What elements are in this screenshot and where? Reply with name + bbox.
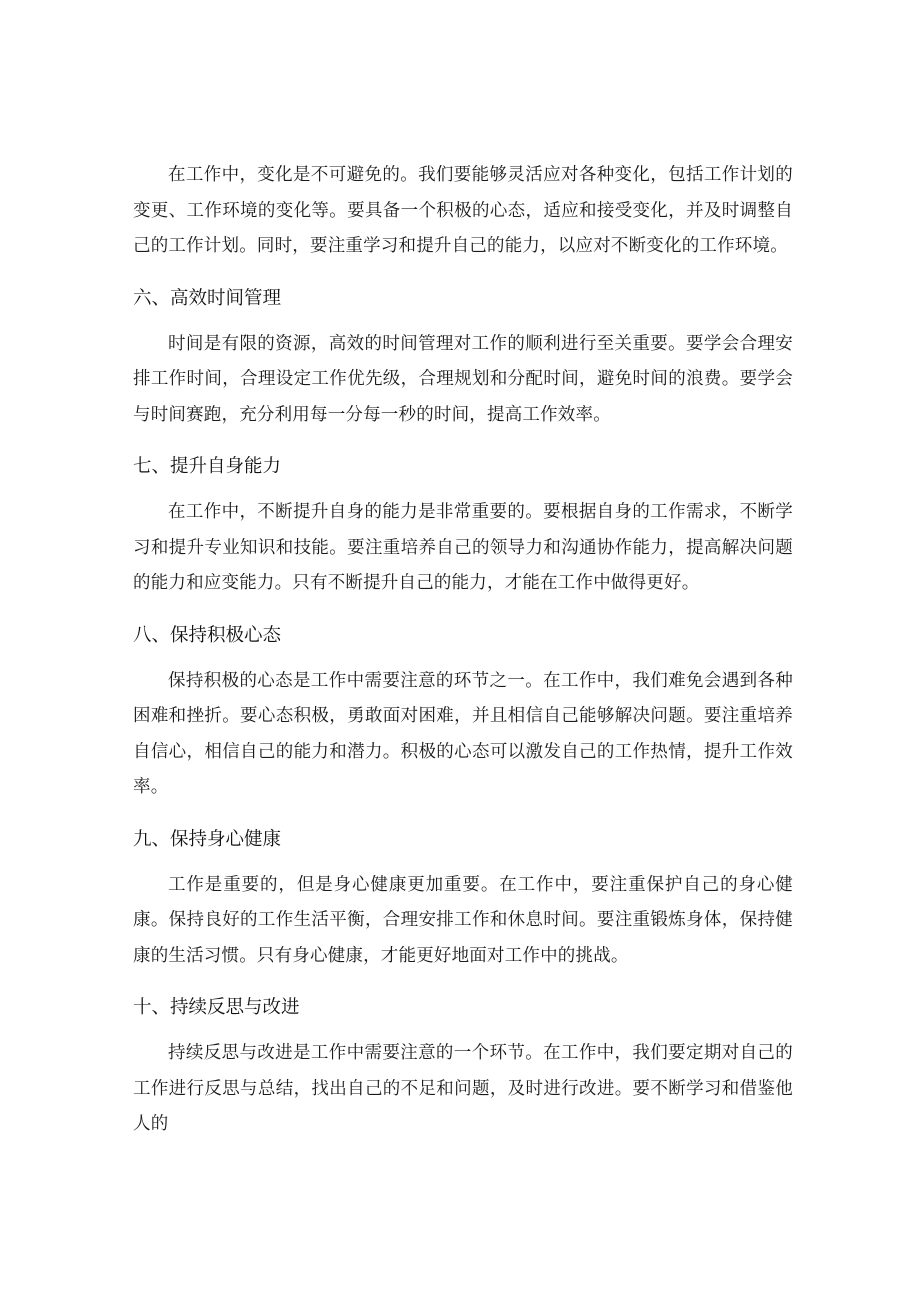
section-improve-ability (133, 452, 793, 602)
section-heading: 七、提升自身能力 (133, 456, 282, 477)
section-health (133, 825, 793, 975)
section-time-management (133, 284, 793, 434)
section-reflection (133, 993, 793, 1143)
section-heading: 六、高效时间管理 (133, 287, 282, 309)
section-heading: 九、保持身心健康 (133, 828, 282, 850)
section-paragraph: 持续反思与改进是工作中需要注意的一个环节。在工作中，我们要定期对自己的工作进行反思与总结，找出自己的不足和问题，及时进行改进。要不断学习和借鉴他人的 (133, 1043, 793, 1134)
section-paragraph: 在工作中，不断提升自身的能力是非常重要的。要根据自身的工作需求，不断学习和提升专业知识和技能。要注重培养自己的领导力和沟通协作能力，提高解决问题的能力和应变能力。只有不断提升自己的能力，才能在工作中做得更好。 (133, 502, 793, 593)
section-paragraph: 时间是有限的资源，高效的时间管理对工作的顺利进行至关重要。要学会合理安排工作时间，合理设定工作优先级，合理规划和分配时间，避免时间的浪费。要学会与时间赛跑，充分利用每一分每一秒的时间，提高工作效率。 (133, 333, 793, 425)
section-heading: 八、保持积极心态 (133, 624, 282, 646)
intro-paragraph: 在工作中，变化是不可避免的。我们要能够灵活应对各种变化，包括工作计划的变更、工作环境的变化等。要具备一个积极的心态，适应和接受变化，并及时调整自己的工作计划。同时，要注重学习和提升自己的能力，以应对不断变化的工作环境。 (133, 165, 793, 256)
section-paragraph: 保持积极的心态是工作中需要注意的环节之一。在工作中，我们难免会遇到各种困难和挫折。要心态积极，勇敢面对困难，并且相信自己能够解决问题。要注重培养自信心，相信自己的能力和潜力。积极的心态可以激发自己的工作热情，提升工作效率。 (133, 670, 793, 797)
document-body (133, 158, 793, 1143)
section-paragraph: 工作是重要的，但是身心健康更加重要。在工作中，要注重保护自己的身心健康。保持良好的工作生活平衡，合理安排工作和休息时间。要注重锻炼身体，保持健康的生活习惯。只有身心健康，才能更好地面对工作中的挑战。 (133, 874, 793, 966)
section-heading: 十、持续反思与改进 (133, 997, 300, 1018)
section-positive-mindset (133, 621, 793, 806)
